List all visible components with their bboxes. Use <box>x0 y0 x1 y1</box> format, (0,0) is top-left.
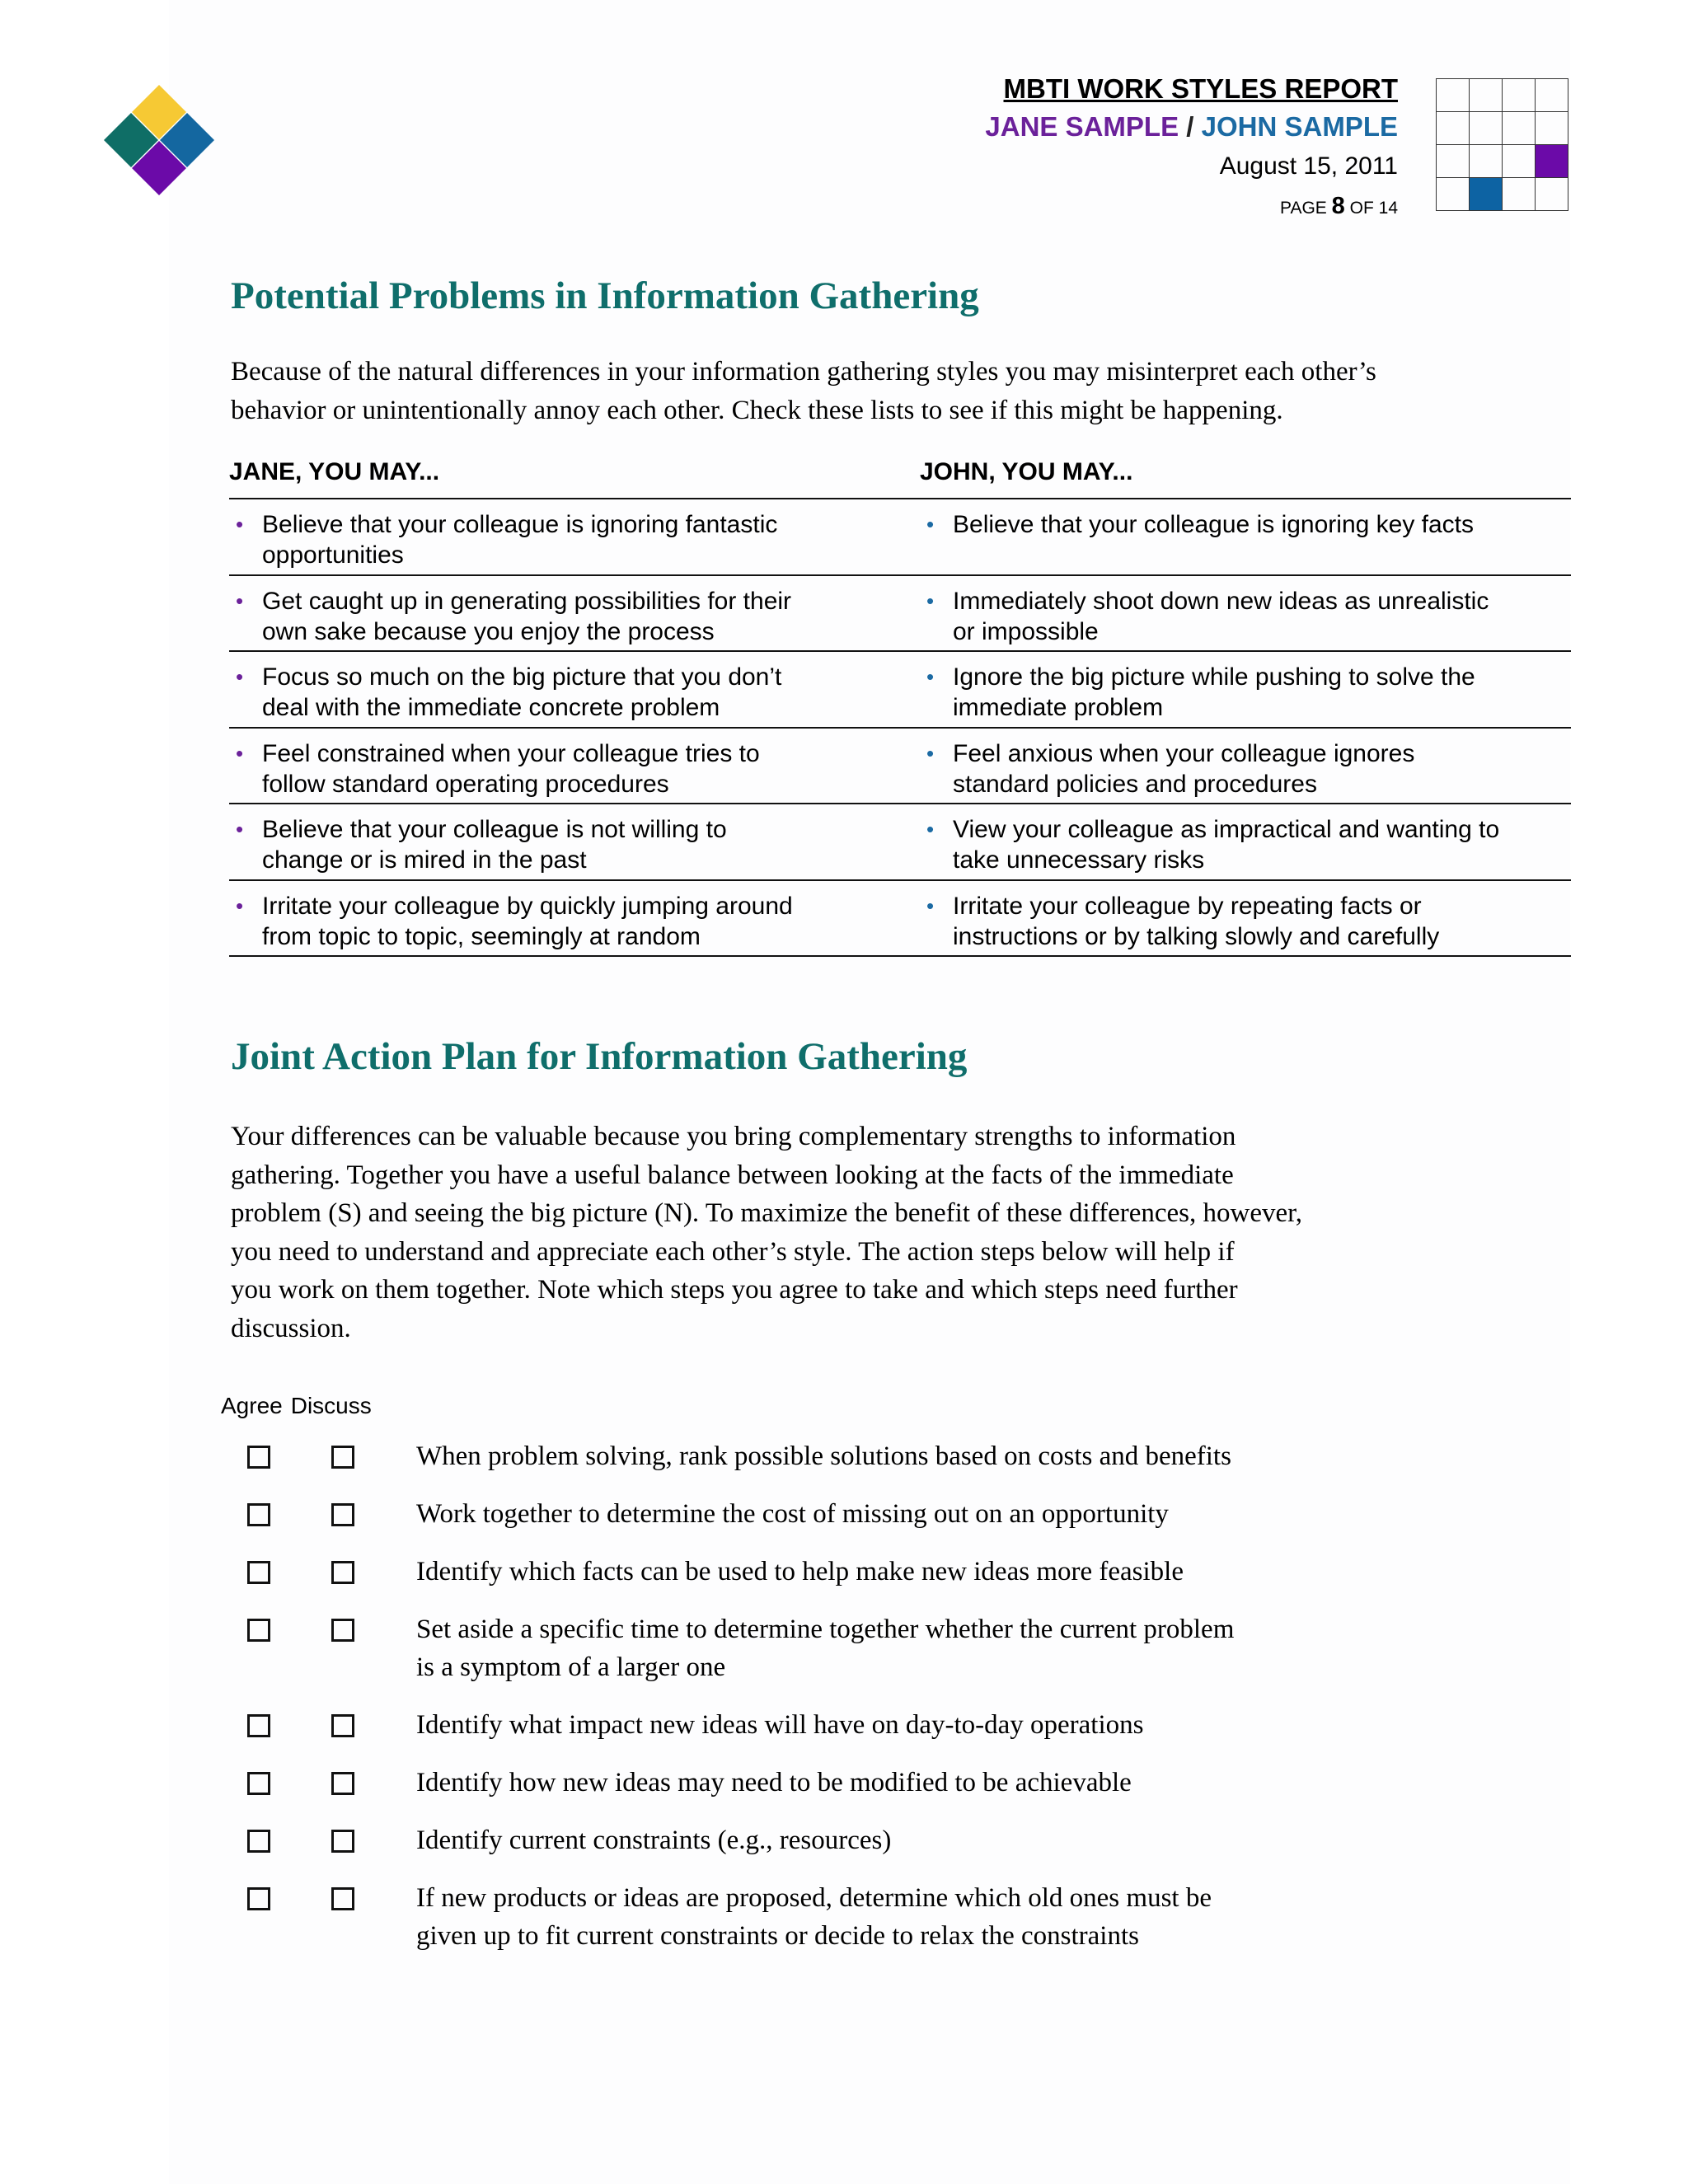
type-grid <box>1436 78 1568 211</box>
item-text-line: immediate problem <box>953 694 1164 721</box>
report-header <box>985 71 1398 228</box>
agree-label: Agree <box>221 1393 283 1418</box>
checklist-item-text <box>416 1495 1323 1533</box>
jane-item <box>229 881 920 956</box>
page-suffix: OF 14 <box>1349 199 1398 218</box>
col-header-john: JOHN, YOU MAY... <box>920 458 1133 485</box>
report-names <box>985 107 1398 147</box>
jane-item <box>229 576 920 651</box>
jane-item <box>229 499 920 574</box>
item-text-line: follow standard operating procedures <box>262 770 669 798</box>
bullet-icon: • <box>236 893 244 918</box>
item-text-line: own sake because you enjoy the process <box>262 617 715 645</box>
jane-item <box>229 729 920 804</box>
bullet-icon: • <box>926 588 935 613</box>
item-text-line: Believe that your colleague is ignoring fantastic <box>262 511 778 538</box>
item-text-line: Identify how new ideas may need to be modified to be achievable <box>416 1768 1132 1797</box>
comparison-row <box>229 576 1571 653</box>
discuss-checkbox[interactable] <box>331 1830 354 1853</box>
comparison-row <box>229 729 1571 805</box>
item-text-line: Identify current constraints (e.g., resources) <box>416 1825 892 1855</box>
comparison-row <box>229 499 1571 576</box>
checklist-item-text <box>416 1821 1323 1859</box>
item-text-line: Ignore the big picture while pushing to solve the <box>953 663 1475 691</box>
john-item <box>920 652 1571 727</box>
agree-checkbox[interactable] <box>247 1830 270 1853</box>
john-item <box>920 499 1571 574</box>
type-cell-john <box>1470 178 1503 211</box>
item-text-line: deal with the immediate concrete problem <box>262 694 720 721</box>
checklist-item-text <box>416 1610 1323 1686</box>
item-text-line: Irritate your colleague by quickly jumping around <box>262 892 793 920</box>
jane-item <box>229 652 920 727</box>
report-title: MBTI WORK STYLES REPORT <box>1003 73 1398 104</box>
item-text-line: View your colleague as impractical and wanting to <box>953 816 1500 843</box>
jane-item <box>229 804 920 879</box>
item-text-line: Identify what impact new ideas will have on day-to-day operations <box>416 1710 1144 1740</box>
section-title-potential-problems: Potential Problems in Information Gathering <box>231 274 979 317</box>
agree-checkbox[interactable] <box>247 1619 270 1642</box>
item-text-line: Believe that your colleague is not willing to <box>262 816 727 843</box>
report-date: August 15, 2011 <box>1219 152 1398 180</box>
section2-intro: Your differences can be valuable because you bring complementary strengths to information gathering. Together you have a useful balance between looking at the facts of the immediate problem (S) and seeing the big picture (N). To maximize the benefit of these differences, however, you need to understand and appreciate each other’s style. The action steps below will help if you work on them together. Note which steps you agree to take and which steps need further discussion. <box>231 1122 1303 1343</box>
john-item <box>920 576 1571 651</box>
item-text-line: Feel constrained when your colleague tries to <box>262 739 760 767</box>
checklist-item-text <box>416 1879 1323 1955</box>
item-text-line: Irritate your colleague by repeating facts or <box>953 892 1422 920</box>
item-text-line: change or is mired in the past <box>262 846 587 874</box>
item-text-line: If new products or ideas are proposed, determine which old ones must be <box>416 1883 1212 1913</box>
comparison-row <box>229 804 1571 881</box>
type-cell-jane <box>1536 145 1568 178</box>
checklist-item-text <box>416 1553 1323 1591</box>
page-prefix: PAGE <box>1280 199 1327 218</box>
discuss-checkbox[interactable] <box>331 1887 354 1910</box>
bullet-icon: • <box>236 740 244 766</box>
item-text-line: Work together to determine the cost of missing out on an opportunity <box>416 1499 1169 1529</box>
bullet-icon: • <box>926 893 935 918</box>
discuss-label: Discuss <box>290 1393 372 1418</box>
item-text-line: or impossible <box>953 617 1099 645</box>
bullet-icon: • <box>236 664 244 689</box>
item-text-line: standard policies and procedures <box>953 770 1317 798</box>
discuss-checkbox[interactable] <box>331 1772 354 1795</box>
item-text-line: is a symptom of a larger one <box>416 1652 726 1682</box>
item-text-line: take unnecessary risks <box>953 846 1205 874</box>
col-header-jane: JANE, YOU MAY... <box>229 458 440 485</box>
item-text-line: opportunities <box>262 541 404 569</box>
agree-checkbox[interactable] <box>247 1503 270 1526</box>
agree-checkbox[interactable] <box>247 1887 270 1910</box>
checklist-item-text <box>416 1706 1323 1744</box>
agree-checkbox[interactable] <box>247 1446 270 1469</box>
section-title-joint-action-plan: Joint Action Plan for Information Gathering <box>231 1035 968 1078</box>
discuss-checkbox[interactable] <box>331 1561 354 1584</box>
name-john: JOHN SAMPLE <box>1201 111 1398 142</box>
checklist-column-labels <box>221 1393 380 1419</box>
bullet-icon: • <box>926 740 935 766</box>
item-text-line: from topic to topic, seemingly at random <box>262 922 701 950</box>
agree-checkbox[interactable] <box>247 1772 270 1795</box>
john-item <box>920 729 1571 804</box>
section1-intro: Because of the natural differences in your information gathering styles you may misinterpret each other’s behavior or unintentionally annoy each other. Check these lists to see if this might be happening. <box>231 357 1376 425</box>
item-text-line: Focus so much on the big picture that you don’t <box>262 663 782 691</box>
item-text-line: instructions or by talking slowly and carefully <box>953 922 1440 950</box>
john-item <box>920 881 1571 956</box>
item-text-line: Identify which facts can be used to help make new ideas more feasible <box>416 1557 1184 1586</box>
discuss-checkbox[interactable] <box>331 1446 354 1469</box>
item-text-line: Believe that your colleague is ignoring key facts <box>953 511 1475 538</box>
page-indicator <box>985 186 1398 228</box>
bullet-icon: • <box>926 664 935 689</box>
discuss-checkbox[interactable] <box>331 1619 354 1642</box>
comparison-row <box>229 881 1571 958</box>
bullet-icon: • <box>926 512 935 537</box>
comparison-table <box>229 452 1571 957</box>
bullet-icon: • <box>236 512 244 537</box>
bullet-icon: • <box>236 588 244 613</box>
bullet-icon: • <box>236 817 244 841</box>
name-separator: / <box>1186 111 1194 142</box>
comparison-row <box>229 652 1571 729</box>
mbti-logo-icon <box>97 78 221 202</box>
item-text-line: Get caught up in generating possibilities for their <box>262 587 792 615</box>
agree-checkbox[interactable] <box>247 1561 270 1584</box>
comparison-header <box>229 452 1571 499</box>
discuss-checkbox[interactable] <box>331 1714 354 1737</box>
item-text-line: given up to fit current constraints or decide to relax the constraints <box>416 1921 1139 1951</box>
item-text-line: Feel anxious when your colleague ignores <box>953 739 1415 767</box>
discuss-checkbox[interactable] <box>331 1503 354 1526</box>
checklist-item-text <box>416 1437 1323 1475</box>
item-text-line: Immediately shoot down new ideas as unrealistic <box>953 587 1489 615</box>
bullet-icon: • <box>926 817 935 841</box>
page-number: 8 <box>1331 193 1345 219</box>
name-jane: JANE SAMPLE <box>985 111 1179 142</box>
john-item <box>920 804 1571 879</box>
item-text-line: When problem solving, rank possible solutions based on costs and benefits <box>416 1441 1231 1471</box>
agree-checkbox[interactable] <box>247 1714 270 1737</box>
checklist-item-text <box>416 1764 1323 1802</box>
item-text-line: Set aside a specific time to determine together whether the current problem <box>416 1615 1235 1644</box>
